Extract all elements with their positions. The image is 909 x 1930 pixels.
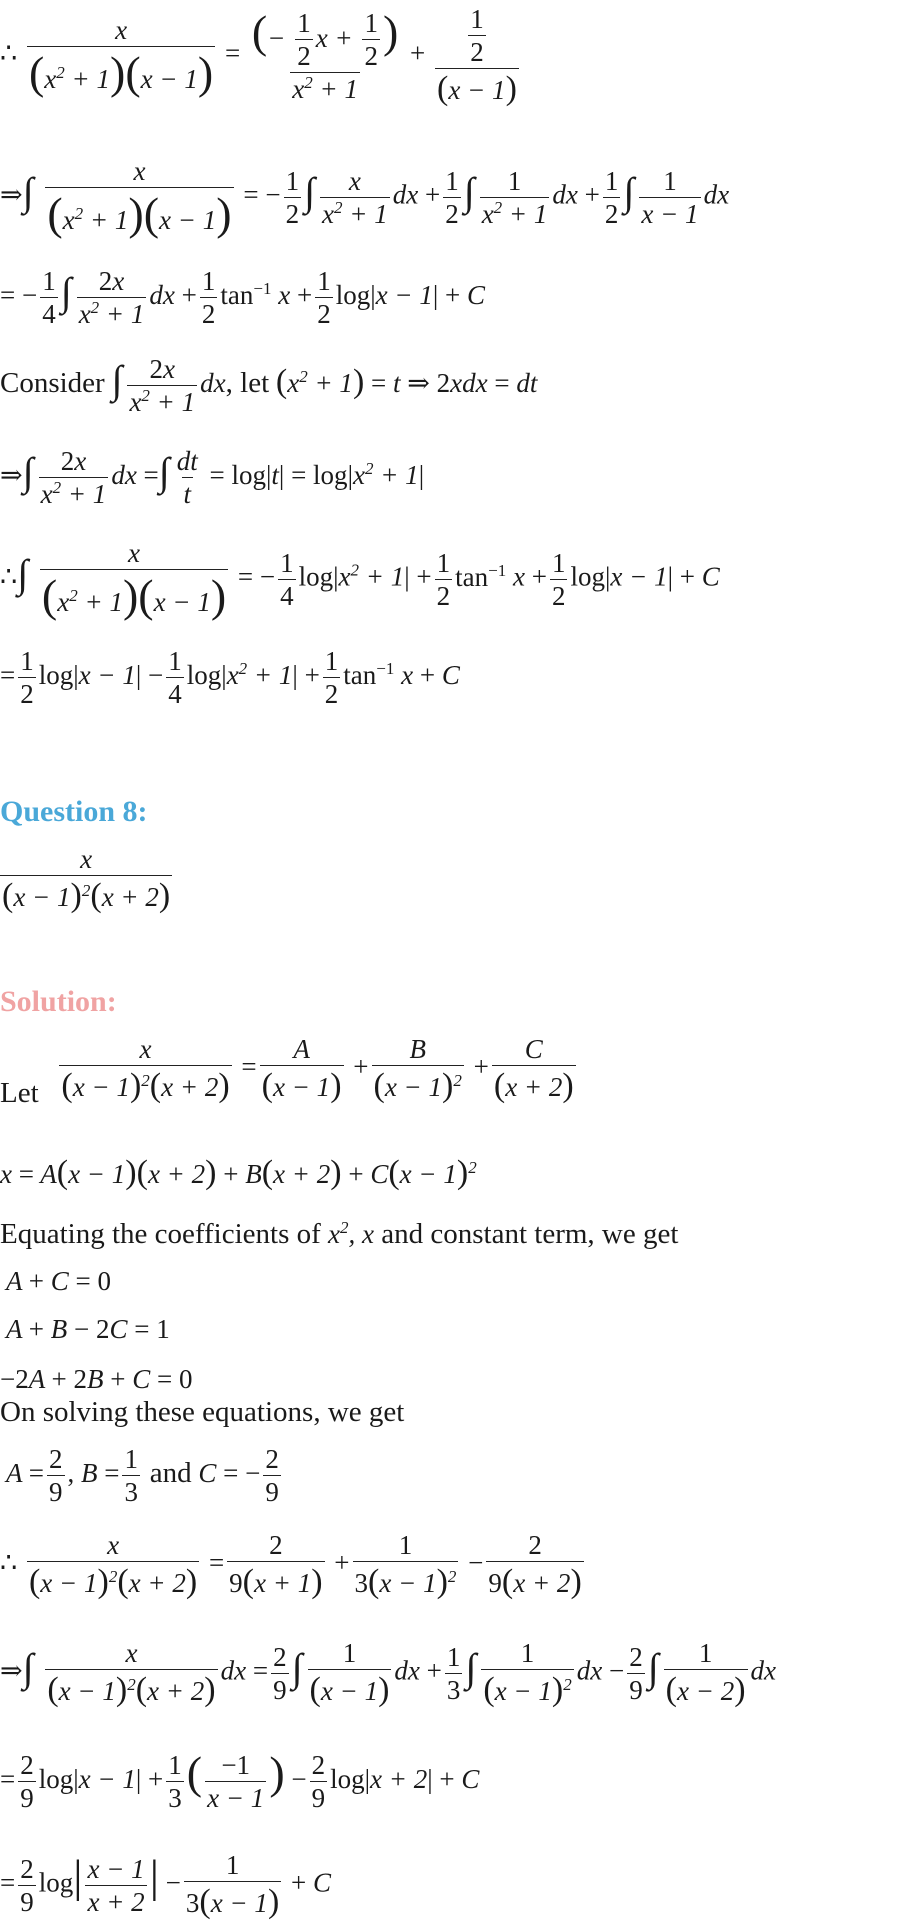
equation-result-2: = $\frac{2}{9}$ log| $\frac{x - 1}{x + 2}$ | − $\frac{1}{3(x - 1)}$ + C <box>0 1850 332 1920</box>
equation-identity: $x = A(x - 1)(x + 2) + B(x + 2) + C(x - 1)^2$ <box>0 1154 477 1191</box>
and-text: and <box>149 1457 192 1490</box>
equation-values: A = $\frac{2}{9}$ , B = $\frac{1}{3}$ and C = − $\frac{2}{9}$ <box>6 1444 279 1507</box>
equation-line-1: ∴ $\frac{x}{(x^2 + 1)(x - 1)}$ = (− $\frac{1}{2}$ x + $\frac{1}{2}$ ) $x^2 + 1$ + $\frac{\frac{1}{2}}{(x - 1)}$ <box>0 4 517 107</box>
on-solving-text: On solving these equations, we get <box>0 1396 405 1428</box>
equation-system-3: −2A + 2B + C = 0 <box>0 1364 193 1394</box>
and-constant-text: and constant term, we get <box>381 1218 679 1250</box>
equation-line-7: = $\frac{1}{2}$ log|x − 1| − $\frac{1}{4}$ $\log|x^2 + 1|$ + $\frac{1}{2}$ $\tan^{-1} x + C$ <box>0 646 460 709</box>
let-text: , let <box>225 367 270 400</box>
question-heading: Question 8: <box>0 795 148 828</box>
equating-text: Equating the coefficients of <box>0 1218 321 1250</box>
equation-line-6: ∴∫ $\frac{x}{(x^2 + 1)(x - 1)}$ = − $\frac{1}{4}$ $\log|x^2 + 1|$ + $\frac{1}{2}$ $\tan^{-1} x$ + $\frac{1}{2}$ log|x − 1| + C <box>0 538 720 621</box>
consider-text: Consider <box>0 367 105 400</box>
question-expression: $\frac{x}{(x - 1)^2(x + 2)}$ <box>2 844 171 914</box>
solution-heading: Solution: <box>0 985 117 1018</box>
equation-line-4: Consider ∫ $\frac{2x}{x^2 + 1}$ dx, let $(x^2 + 1) = t$ ⇒ 2xdx = dt <box>0 354 538 417</box>
equating-line: Equating the coefficients of $x^2$, x and constant term, we get <box>0 1218 679 1250</box>
equation-decomposition: ∴ $\frac{x}{(x - 1)^2(x + 2)}$ = $\frac{2}{9(x + 1)}$ + $\frac{1}{3(x - 1)^2}$ − $\frac{2}{9(x + 2)}$ <box>0 1530 582 1600</box>
equation-line-2: ⇒∫ $\frac{x}{(x^2 + 1)(x - 1)}$ = − $\frac{1}{2}$ ∫ $\frac{x}{x^2 + 1}$ dx + $\frac{1}{2}$ ∫ $\frac{1}{x^2 + 1}$ dx + $\frac{1}{2}$ ∫ $\frac{1}{x - 1}$ dx <box>0 156 730 239</box>
equation-let-line: Let $\frac{x}{(x - 1)^2(x + 2)}$ = $\frac{A}{(x - 1)}$ + $\frac{B}{(x - 1)^2}$ + $\frac{C}{(x + 2)}$ <box>0 1034 574 1109</box>
equation-line-3: = − $\frac{1}{4}$ ∫ $\frac{2x}{x^2 + 1}$ dx + $\frac{1}{2}$ $\tan^{-1} x$ + $\frac{1}{2}$ log|x − 1| + C <box>0 266 485 329</box>
equation-integral: ⇒∫ $\frac{x}{(x - 1)^2(x + 2)}$ dx = $\frac{2}{9}$ ∫ $\frac{1}{(x - 1)}$ dx + $\frac{1}{3}$ ∫ $\frac{1}{(x - 1)^2}$ dx − $\frac{2}{9}$ ∫ $\frac{1}{(x - 2)}$ dx <box>0 1638 777 1708</box>
let-label: Let <box>0 1076 39 1109</box>
equation-system-2: A + B − 2C = 1 <box>6 1314 170 1344</box>
equation-system-1: A + C = 0 <box>6 1266 111 1296</box>
equation-line-5: ⇒∫ $\frac{2x}{x^2 + 1}$ dx =∫ $\frac{dt}{t}$ = $\log|t| = \log|x^2 + 1|$ <box>0 446 425 509</box>
equation-result-1: = $\frac{2}{9}$ log|x − 1| + $\frac{1}{3}$ ( $\frac{-1}{x - 1}$ ) − $\frac{2}{9}$ log|x + 2| + C <box>0 1747 480 1813</box>
